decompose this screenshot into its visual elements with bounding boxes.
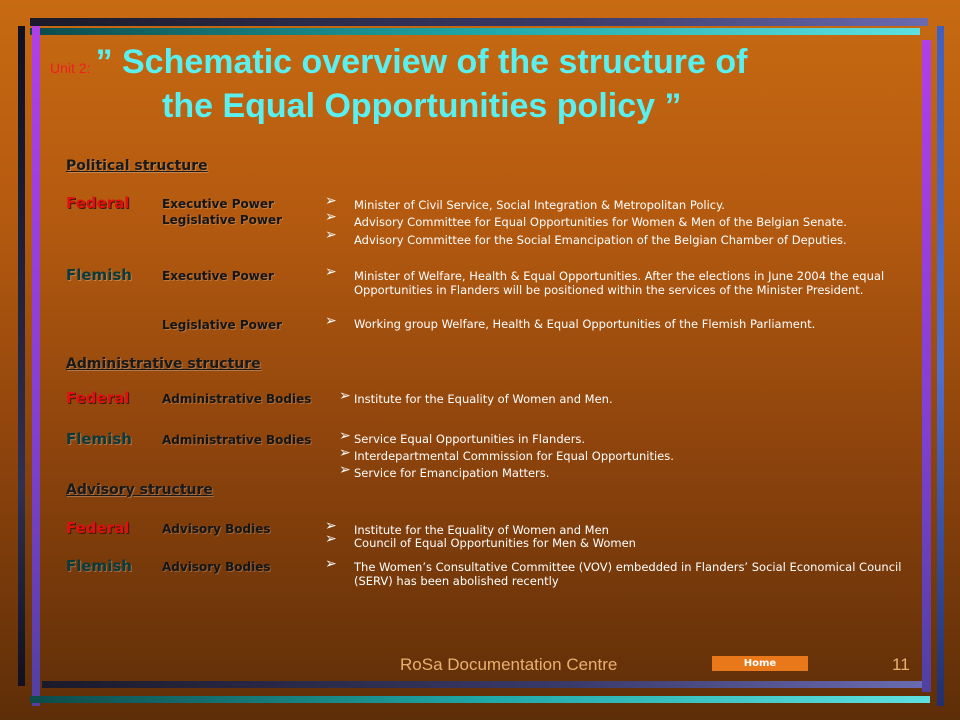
page-number: 11 — [892, 655, 910, 674]
detail-text: Minister of Welfare, Health & Equal Opportunities. After the elections in June 2004 the equal Opportunities in Flanders will be positioned within the services of the Minister President. — [354, 269, 885, 297]
arrow-icon: ➢ — [325, 193, 337, 209]
power-legislative: Legislative Power — [162, 213, 283, 227]
power-advisory-bodies: Advisory Bodies — [162, 560, 271, 574]
detail-text: Advisory Committee for Equal Opportunities for Women & Men of the Belgian Senate. — [354, 215, 847, 229]
level-federal: Federal — [66, 519, 130, 537]
section-heading-administrative: Administrative structure — [66, 356, 261, 372]
arrow-icon: ➢ — [339, 462, 351, 478]
arrow-icon: ➢ — [325, 264, 337, 280]
arrow-icon: ➢ — [339, 388, 351, 404]
arrow-icon: ➢ — [339, 445, 351, 461]
arrow-icon: ➢ — [325, 556, 337, 572]
power-advisory-bodies: Advisory Bodies — [162, 522, 271, 536]
power-executive: Executive Power — [162, 197, 274, 211]
level-flemish: Flemish — [66, 430, 132, 448]
title-line-1: ” Schematic overview of the structure of — [95, 43, 748, 81]
power-administrative-bodies: Administrative Bodies — [162, 392, 312, 406]
power-administrative-bodies: Administrative Bodies — [162, 433, 312, 447]
power-executive: Executive Power — [162, 269, 274, 283]
detail-text: Advisory Committee for the Social Emancipation of the Belgian Chamber of Deputies. — [354, 233, 847, 247]
arrow-icon: ➢ — [325, 518, 337, 534]
arrow-icon: ➢ — [325, 313, 337, 329]
detail-text: Interdepartmental Commission for Equal Opportunities. — [354, 449, 674, 463]
arrow-icon: ➢ — [339, 428, 351, 444]
footer-centre-name: RoSa Documentation Centre — [400, 655, 618, 674]
home-button[interactable]: Home — [712, 656, 808, 671]
arrow-icon: ➢ — [325, 209, 337, 225]
level-federal: Federal — [66, 194, 130, 212]
section-heading-political: Political structure — [66, 158, 208, 174]
arrow-icon: ➢ — [325, 227, 337, 243]
detail-text: The Women’s Consultative Committee (VOV) embedded in Flanders’ Social Economical Council (SERV) has been abolished recently — [354, 560, 902, 588]
section-heading-advisory: Advisory structure — [66, 482, 213, 498]
detail-text: Institute for the Equality of Women and Men. — [354, 392, 613, 406]
unit-label: Unit 2: — [50, 60, 91, 76]
level-flemish: Flemish — [66, 266, 132, 284]
level-federal: Federal — [66, 389, 130, 407]
arrow-icon: ➢ — [325, 531, 337, 547]
detail-text: Service Equal Opportunities in Flanders. — [354, 432, 586, 446]
detail-text: Institute for the Equality of Women and Men — [354, 523, 609, 537]
detail-text: Council of Equal Opportunities for Men & Women — [354, 536, 636, 550]
title-line-2: the Equal Opportunities policy ” — [162, 87, 682, 125]
level-flemish: Flemish — [66, 557, 132, 575]
detail-text: Working group Welfare, Health & Equal Opportunities of the Flemish Parliament. — [354, 317, 816, 331]
detail-text: Service for Emancipation Matters. — [354, 466, 550, 480]
detail-text: Minister of Civil Service, Social Integration & Metropolitan Policy. — [354, 198, 725, 212]
power-legislative: Legislative Power — [162, 318, 283, 332]
